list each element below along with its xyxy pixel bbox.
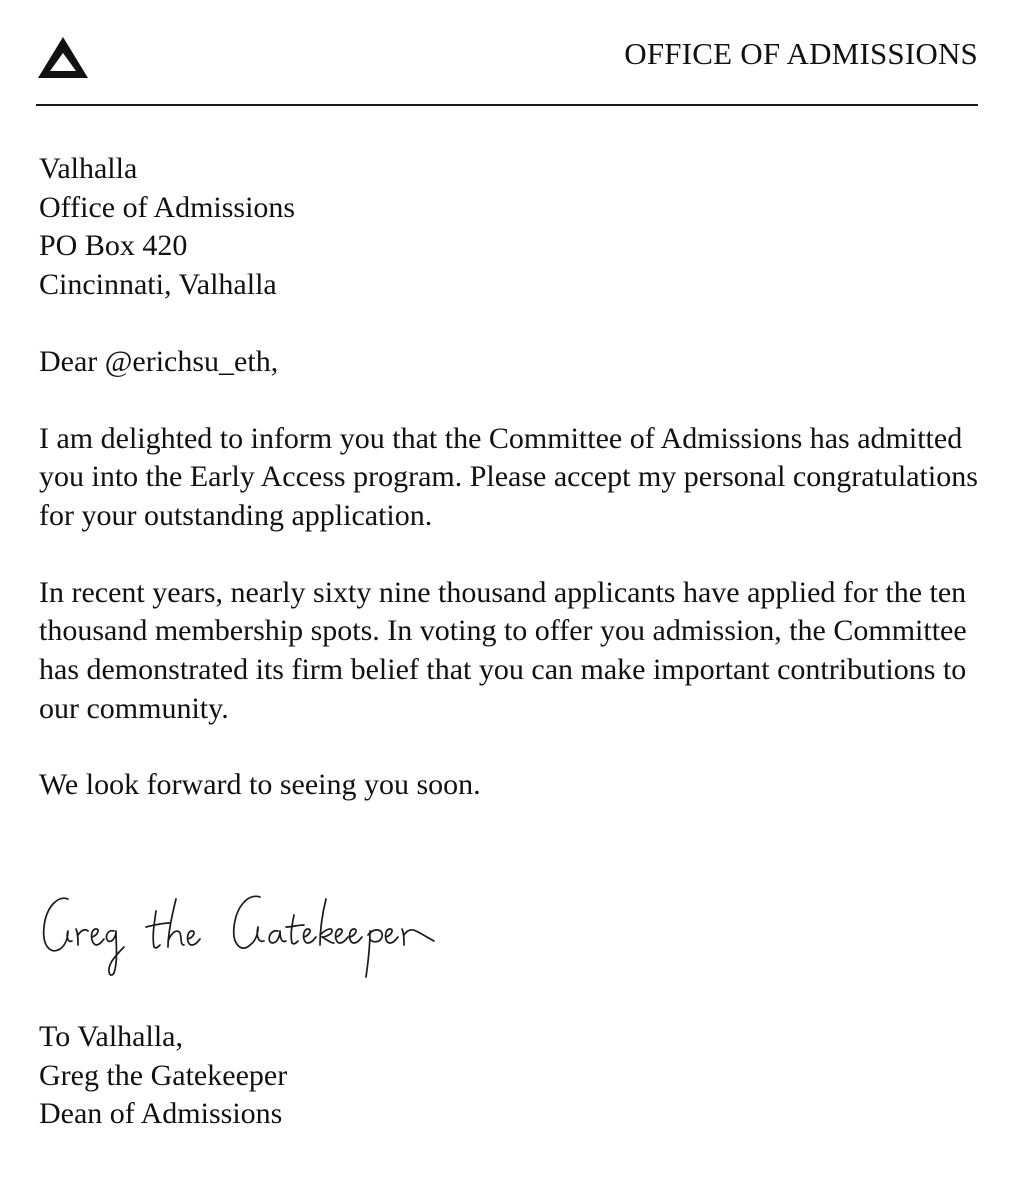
handwritten-signature bbox=[38, 885, 468, 985]
paragraph-statistics: In recent years, nearly sixty nine thousand applicants have applied for the ten thousand membership spots. In voting to offer you admission, the Committee has demonstrated its firm belief that you can make important contributions to our community. bbox=[39, 575, 967, 725]
salutation: Dear @erichsu_eth, bbox=[39, 344, 279, 378]
address-org: Valhalla bbox=[39, 152, 138, 185]
address-po-box: PO Box 420 bbox=[39, 229, 188, 263]
paragraph-closing: We look forward to seeing you soon. bbox=[39, 768, 481, 802]
closing-valediction: To Valhalla, bbox=[39, 1020, 183, 1053]
letterhead bbox=[36, 26, 978, 106]
closing-title: Dean of Admissions bbox=[39, 1097, 283, 1131]
paragraph-admission: I am delighted to inform you that the Committee of Admissions has admitted you into the Early Access program. Please accept my personal congratulations for your outstanding application. bbox=[39, 421, 978, 532]
letter-body bbox=[39, 150, 989, 805]
closing-block bbox=[39, 1018, 287, 1134]
closing-name: Greg the Gatekeeper bbox=[39, 1058, 288, 1092]
office-title: OFFICE OF ADMISSIONS bbox=[624, 36, 978, 71]
triangle-logo-icon bbox=[36, 34, 90, 80]
address-department: Office of Admissions bbox=[39, 190, 296, 224]
address-city: Cincinnati, Valhalla bbox=[39, 268, 277, 302]
sender-address bbox=[39, 150, 989, 305]
